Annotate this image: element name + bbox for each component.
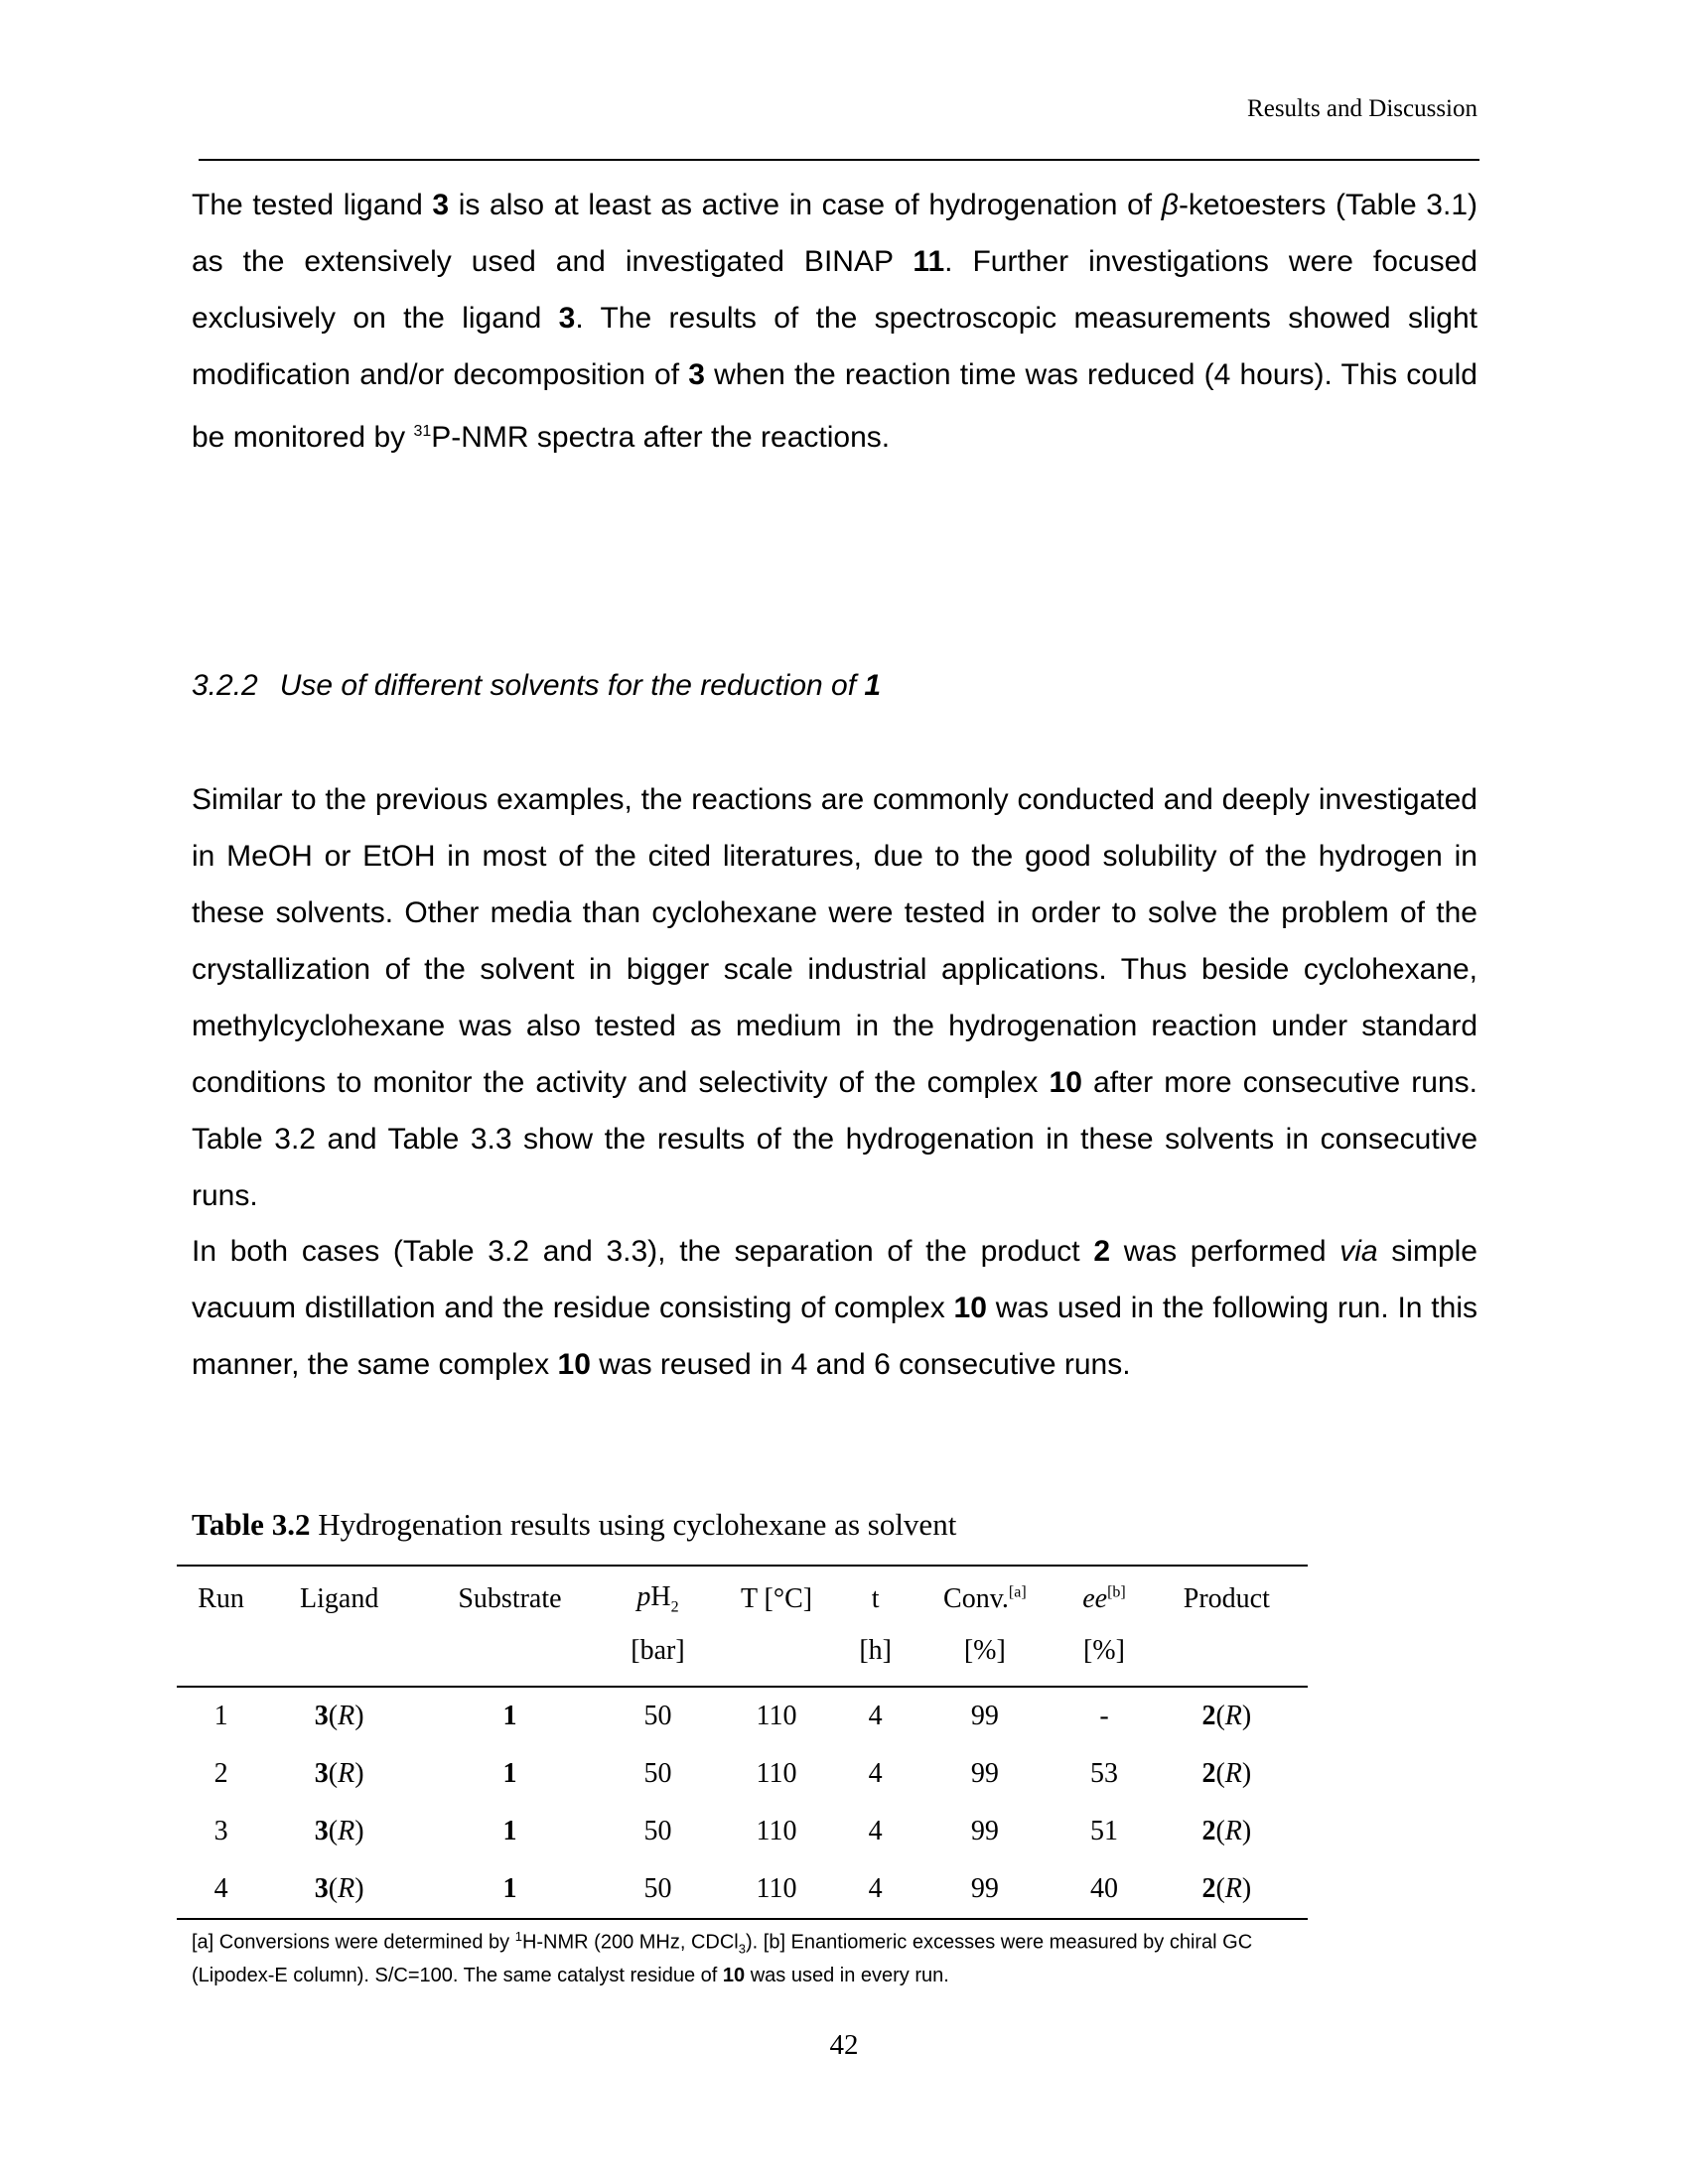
col-ee: ee[b]	[1062, 1566, 1145, 1625]
cell-time: 4	[844, 1860, 907, 1919]
cell-time: 4	[868, 1816, 883, 1846]
section-heading: 3.2.2 Use of different solvents for the reduction of 1	[192, 669, 882, 702]
unit-ee: [%]	[1062, 1625, 1145, 1687]
cell-pressure: 50	[607, 1860, 709, 1919]
cell-conversion: 99	[970, 1816, 999, 1846]
cell-run: 4	[177, 1860, 265, 1919]
table-row	[177, 1860, 1308, 1919]
cell-conversion: 99	[907, 1860, 1062, 1919]
cell-product: 2(R)	[1146, 1860, 1308, 1919]
col-run: Run	[177, 1566, 265, 1625]
cell-time: 4	[868, 1701, 883, 1731]
cell-pressure: 50	[643, 1816, 672, 1846]
cell-substrate: 1	[413, 1860, 607, 1919]
col-time: t	[844, 1566, 907, 1625]
paragraph-1: The tested ligand 3 is also at least as active in case of hydrogenation of β-ketoesters (Table 3.1) as the extensively used and investigated BINAP 11. Further investigations were focused exclusively on the ligand 3. The results of the spectroscopic measurements showed slight modification and/or decomposition of 3 when the reaction time was reduced (4 hours). This could be monitored by $^{31}$P-NMR spectra after the reactions.	[192, 189, 1478, 454]
cell-temperature: 110	[756, 1758, 797, 1789]
paragraph-3: In both cases (Table 3.2 and 3.3), the separation of the product 2 was performed via simple vacuum distillation and the residue consisting of complex 10 was used in the following run. In this manner, the same complex 10 was reused in 4 and 6 consecutive runs.	[192, 1235, 1477, 1381]
unit-bar: [bar]	[607, 1625, 709, 1687]
cell-pressure: 50	[643, 1701, 672, 1731]
table-row	[177, 1803, 1308, 1860]
cell-ee: 40	[1062, 1860, 1145, 1919]
cell-ligand: 3(R)	[314, 1816, 364, 1846]
cell-substrate: 1	[502, 1816, 517, 1846]
cell-run: 1	[213, 1701, 228, 1731]
cell-temperature: 110	[756, 1816, 797, 1846]
table-row	[177, 1745, 1308, 1803]
cell-conversion: 99	[970, 1758, 999, 1789]
table-footnote: [a] Conversions were determined by $^1$H-NMR (200 MHz, CDCl$_3$). [b] Enantiomeric excesses were measured by chiral GC (Lipodex-E column). S/C=100. The same catalyst residue of 10 was used in every run.	[192, 1929, 1253, 1986]
cell-temperature: 110	[756, 1701, 797, 1731]
col-ligand: Ligand	[265, 1566, 413, 1625]
table-caption: Table 3.2 Hydrogenation results using cyclohexane as solvent	[192, 1507, 957, 1542]
table-row	[177, 1687, 1308, 1745]
cell-substrate: 1	[502, 1701, 517, 1731]
col-conversion: Conv.[a]	[907, 1566, 1062, 1625]
cell-ligand: 3(R)	[314, 1701, 364, 1731]
col-product: Product	[1146, 1566, 1308, 1625]
col-substrate: Substrate	[413, 1566, 607, 1625]
cell-conversion: 99	[970, 1701, 999, 1731]
unit-conv: [%]	[907, 1625, 1062, 1687]
cell-pressure: 50	[643, 1758, 672, 1789]
col-temperature: T [°C]	[709, 1566, 844, 1625]
cell-time: 4	[868, 1758, 883, 1789]
running-header: Results and Discussion	[1247, 95, 1477, 122]
cell-temperature: 110	[709, 1860, 844, 1919]
cell-ee: 53	[1089, 1758, 1118, 1789]
cell-product: 2(R)	[1201, 1758, 1252, 1789]
col-pressure: $pH_2$	[607, 1566, 709, 1625]
header-rule	[199, 159, 1479, 161]
cell-ligand: 3(R)	[314, 1758, 364, 1789]
page-number: 42	[829, 2029, 859, 2061]
results-table	[177, 1565, 1308, 1920]
cell-ee: -	[1099, 1701, 1109, 1731]
cell-run: 3	[213, 1816, 228, 1846]
unit-h: [h]	[844, 1625, 907, 1687]
cell-product: 2(R)	[1201, 1701, 1252, 1731]
cell-substrate: 1	[502, 1758, 517, 1789]
table-header-row	[177, 1566, 1308, 1625]
cell-ligand: 3(R)	[265, 1860, 413, 1919]
cell-ee: 51	[1089, 1816, 1118, 1846]
cell-product: 2(R)	[1201, 1816, 1252, 1846]
table-units-row	[177, 1625, 1308, 1687]
paragraph-2: Similar to the previous examples, the reactions are commonly conducted and deeply investigated in MeOH or EtOH in most of the cited literatures, due to the good solubility of the hydrogen in these solvents. Other media than cyclohexane were tested in order to solve the problem of the crystallization of the solvent in bigger scale industrial applications. Thus beside cyclohexane, methylcyclohexane was also tested as medium in the hydrogenation reaction under standard conditions to monitor the activity and selectivity of the complex 10 after more consecutive runs. Table 3.2 and Table 3.3 show the results of the hydrogenation in these solvents in consecutive runs.	[192, 783, 1477, 1212]
cell-run: 2	[213, 1758, 228, 1789]
